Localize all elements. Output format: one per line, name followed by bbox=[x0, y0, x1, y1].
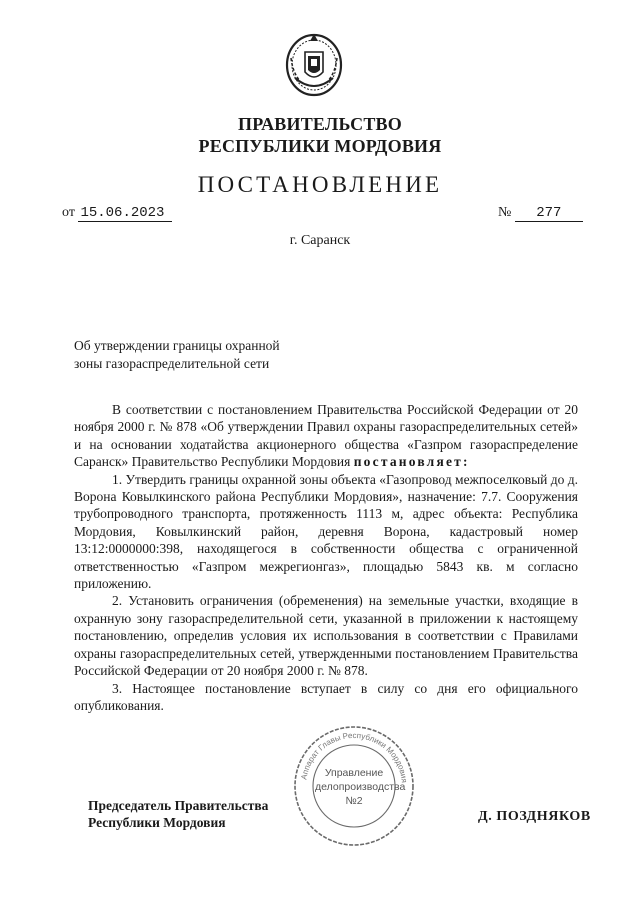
coat-of-arms-emblem bbox=[283, 28, 345, 98]
item-1: 1. Утвердить границы охранной зоны объекта «Газопровод межпоселковый до д. Ворона Ковылкинского района Республики Мордовия», назначение: 7.7. Сооружения трубопроводного транспорта, протяженность 1113 м, адрес объекта: Республика Мордовия, Ковылкинский район, деревня Ворона, кадастровый номер 13:12:0000000:398, находящегося в собственности общества с ограниченной ответственностью «Газпром межрегионгаз», площадью 5843 кв. м согласно приложению. bbox=[74, 471, 578, 592]
decree-number: 277 bbox=[515, 206, 583, 222]
stamp-line1: Управление bbox=[324, 767, 384, 779]
subject-line2: зоны газораспределительной сети bbox=[74, 356, 270, 371]
date-prefix: от bbox=[62, 205, 75, 220]
document-type-title: ПОСТАНОВЛЕНИЕ bbox=[197, 172, 443, 197]
stamp-line2: делопроизводства bbox=[315, 781, 406, 793]
subject-line1: Об утверждении границы охранной bbox=[74, 338, 280, 353]
issue-city: г. Саранск bbox=[289, 233, 351, 248]
decree-number-line bbox=[498, 205, 583, 222]
decree-date-line bbox=[62, 205, 172, 222]
item-3: 3. Настоящее постановление вступает в силу со дня его официального опубликования. bbox=[74, 680, 578, 713]
decree-body bbox=[74, 401, 578, 714]
decree-date: 15.06.2023 bbox=[78, 206, 172, 222]
government-name-line1: ПРАВИТЕЛЬСТВО bbox=[238, 114, 402, 134]
signatory-title bbox=[88, 797, 268, 831]
signatory-name: Д. ПОЗДНЯКОВ bbox=[478, 809, 591, 824]
stamp-line3: №2 bbox=[345, 795, 363, 807]
resolves-keyword: постановляет: bbox=[353, 454, 470, 470]
signatory-title-line1: Председатель Правительства bbox=[88, 798, 269, 813]
number-prefix: № bbox=[498, 205, 512, 220]
signatory-title-line2: Республики Мордовия bbox=[88, 815, 226, 830]
decree-subject bbox=[74, 337, 344, 373]
government-name-line2: РЕСПУБЛИКИ МОРДОВИЯ bbox=[198, 136, 442, 156]
stamp-inner-text bbox=[315, 766, 406, 808]
intro-text: В соответствии с постановлением Правительства Российской Федерации от 20 ноября 2000 г. № 878 «Об утверждении Правил охраны газораспределительных сетей» и на основании ходатайства акционерного общества «Газпром газораспределение Саранск» Правительство Республики Мордовия bbox=[74, 402, 578, 470]
item-2: 2. Установить ограничения (обременения) на земельные участки, входящие в охранную зону газораспределительной сети, указанной в приложении к настоящему постановлению, определив условия их использования в соответствии с Правилами охраны газораспределительных сетей, утвержденными постановлением Правительства Российской Федерации от 20 ноября 2000 г. № 878. bbox=[74, 593, 578, 679]
stamp-ring-text: Аппарат Главы Республики Мордовия bbox=[299, 730, 409, 784]
intro-paragraph bbox=[74, 401, 578, 471]
official-stamp bbox=[292, 724, 416, 848]
